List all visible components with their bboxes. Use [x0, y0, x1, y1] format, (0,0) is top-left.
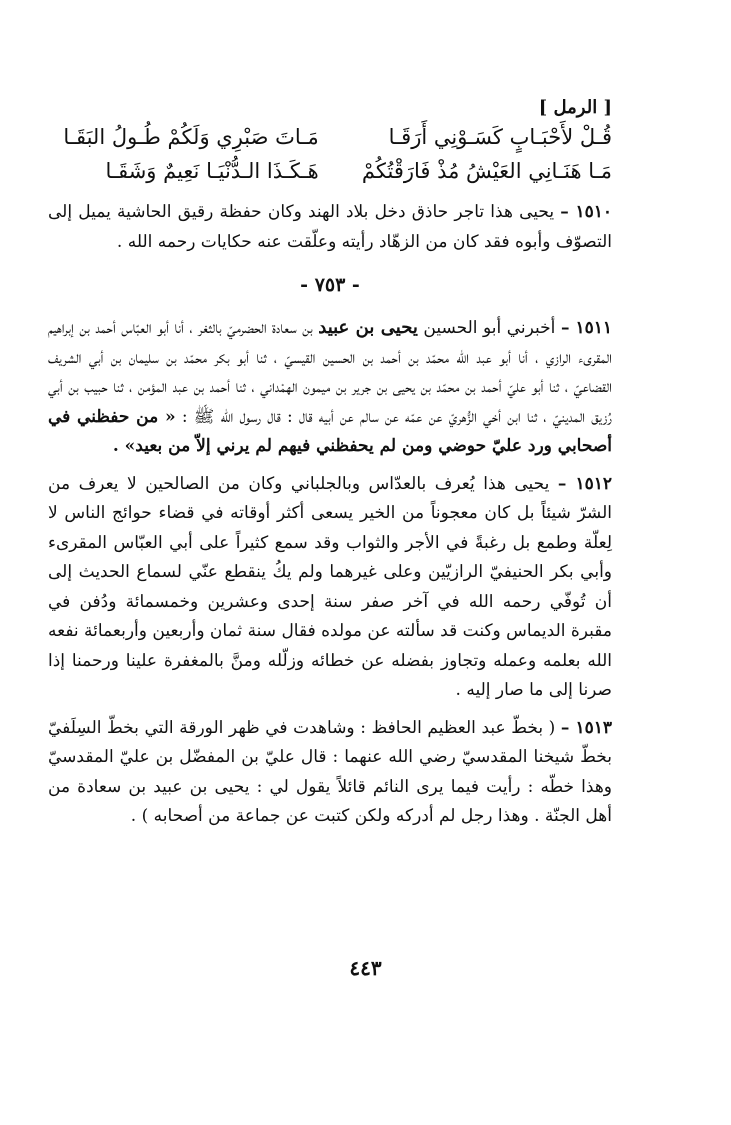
- entry-number: ١٥١٣ –: [560, 717, 612, 738]
- entry-1511: [48, 313, 612, 462]
- poem-verse: [48, 120, 612, 154]
- entry-1510: [48, 198, 612, 257]
- entry-number: ١٥١٢ –: [557, 473, 612, 494]
- entry-number: ١٥١٠ –: [560, 202, 612, 222]
- verse-second-hemistich: هَـكَـذَا الـدُّنْيَـا نَعِيمٌ وَشَقَـا: [105, 159, 319, 183]
- page-body: [48, 96, 612, 832]
- entry-text: يحيى هذا يُعرف بالعدّاس وبالجلباني وكان من الصالحين لا يعرف من الشرّ شيئاً بل كان معجوناً من الخير يسعى أكثر أوقاته في قضاء حوائج الناس لا لِعلّة وطمع بل رغبةً في الأجر والثواب وقد سمع كثيراً على أبي العبّاس المقرىء وأبي بكر الحنيفيّ الرازيّين وعلى غيرهما ولم يكُ ينقطع عنّي لسماع الحديث إلى أن تُوفّي رحمه الله في آخر صفر سنة إحدى وعشرين وخمسمائة ودُفن في مقبرة الديماس وكنت قد سألته عن مولده فقال سنة ثمان وأربعين وأربعمائة نفعه الله بعلمه وعمله وتجاوز بفضله عن خطائه وزلّله ومنَّ بالمغفرة علينا ورحمنا إذا صرنا إلى ما صار إليه .: [48, 473, 612, 700]
- entry-1512: [48, 470, 612, 706]
- verse-first-hemistich: قُـلْ لأَحْبَـابٍ كَسَـوْنِي أَرَقَـا: [388, 125, 612, 149]
- entry-chain: بن سعادة الحضرميّ بالثغر ، أنا أبو العبّاس أحمد بن إبراهيم المقرىء الرازي ، أنا أبو عبد الله محمّد بن أحمد بن الحسين القيسيّ ، ثنا أبو بكر محمّد بن سليمان بن أبي الشريف القضاعيّ ، ثنا أبو عليّ أحمد بن محمّد بن يحيى بن جرير بن ميمون الهمْداني ، ثنا أحمد بن عبد المؤمن ، ثنا حبيب بن أبي رُزيق المدينيّ ، ثنا ابن أخي الزُّهريّ عن عمّه عن سالم عن أبيه قال : قال رسول الله ﷺ :: [48, 318, 613, 427]
- verse-first-hemistich: مَـا هَنَـانِي العَيْشُ مُذْ فَارَقْتُكُمْ: [361, 159, 612, 183]
- entry-text: ( بخطّ عبد العظيم الحافظ : وشاهدت في ظهر الورقة التي بخطّ السِلَفيّ بخطّ شيخنا المقدسيّ رضي الله عنهما : قال عليّ بن المفضّل بن عليّ المقدسيّ وهذا خطّه : رأيت فيما يرى النائم قائلاً يقول لي : يحيى بن عبيد بن سعادة من أهل الجنّة . وهذا رجل لم أدركه ولكن كتبت عن جماعة من أصحابه ) .: [48, 717, 613, 826]
- entry-name: يحيى بن عبيد: [318, 317, 418, 338]
- poem-verse: [48, 154, 612, 188]
- entry-hadith: « من حفظني في أصحابي ورد عليّ حوضي ومن لم يحفظني فيهم لم يرني إلاّ من بعيد» .: [48, 406, 612, 456]
- section-number: - ٧٥٣ -: [300, 274, 360, 296]
- entry-number: ١٥١١ –: [560, 318, 613, 338]
- verse-second-hemistich: مَـاتَ صَبْرِي وَلَكُمْ طُـولُ البَقَـا: [63, 125, 319, 149]
- poem-meter: [ الرمل ]: [538, 97, 612, 118]
- page-number: ٤٤٣: [349, 956, 382, 980]
- entry-1513: [48, 714, 612, 832]
- entry-text: يحيى هذا تاجر حاذق دخل بلاد الهند وكان حفظة رقيق الحاشية يميل إلى التصوّف وأبوه فقد كان من الزهّاد رأيته وعلّقت عنه حكايات رحمه الله .: [48, 202, 612, 252]
- entry-intro: أخبرني أبو الحسين: [423, 318, 556, 338]
